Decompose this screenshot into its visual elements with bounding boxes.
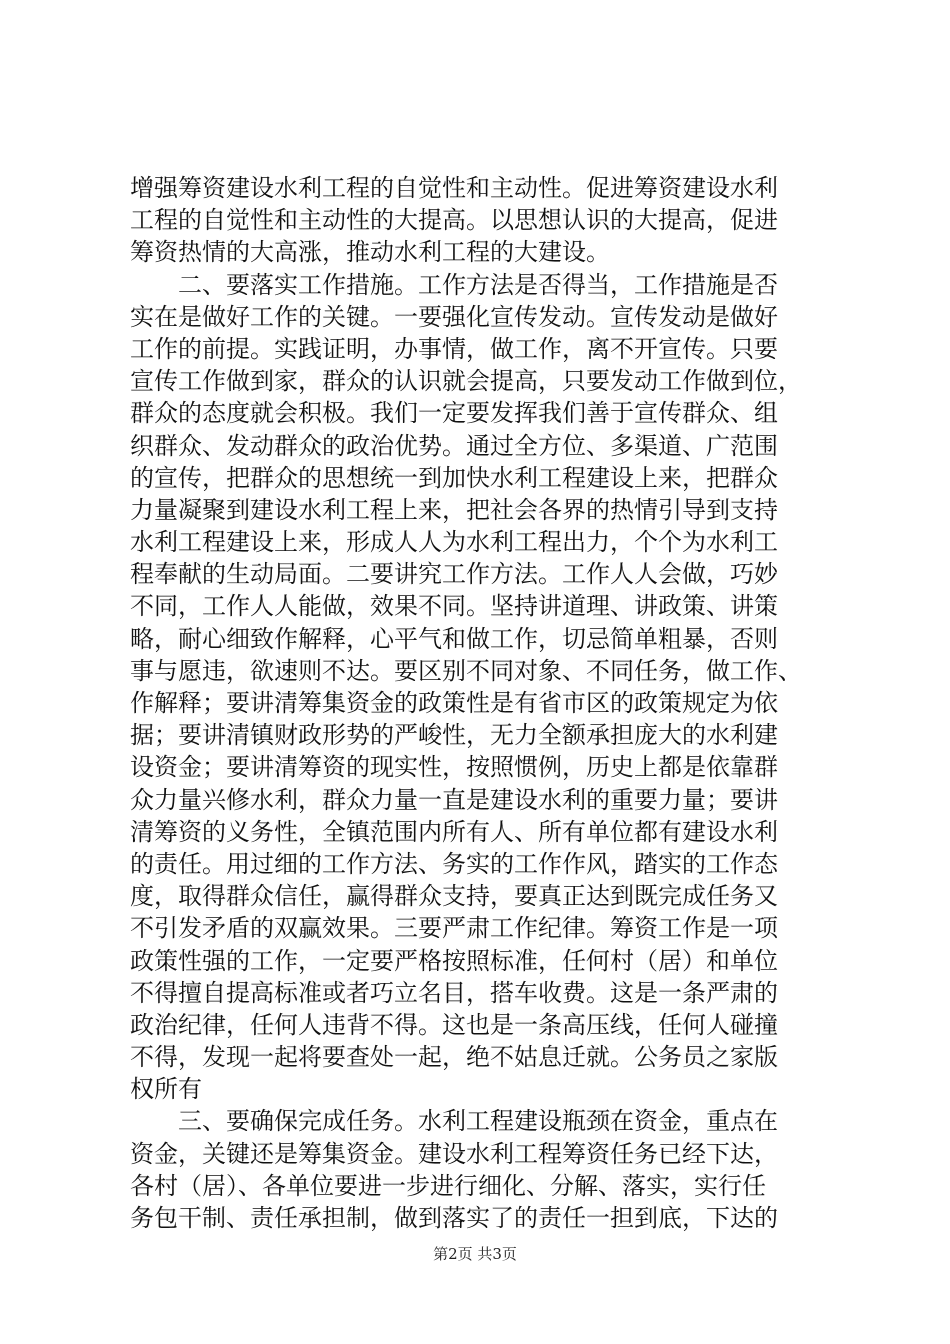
text-line: 工程的自觉性和主动性的大提高。以思想认识的大提高，促进 — [130, 206, 778, 235]
text-line: 清筹资的义务性，全镇范围内所有人、所有单位都有建设水利 — [130, 817, 778, 846]
text-line: 众力量兴修水利，群众力量一直是建设水利的重要力量；要讲 — [130, 785, 778, 814]
section-two-heading-line: 二、要落实工作措施。工作方法是否得当，工作措施是否 — [178, 270, 778, 299]
text-line: 权所有 — [130, 1075, 202, 1104]
page-number-footer: 第2页 共3页 — [433, 1245, 517, 1263]
text-line: 筹资热情的大高涨，推动水利工程的大建设。 — [130, 238, 610, 267]
text-line: 程奉献的生动局面。二要讲究工作方法。工作人人会做，巧妙 — [130, 560, 778, 589]
text-line: 设资金；要讲清筹资的现实性，按照惯例，历史上都是依靠群 — [130, 753, 778, 782]
text-line: 不得，发现一起将要查处一起，绝不姑息迁就。公务员之家版 — [130, 1043, 778, 1072]
text-line: 度，取得群众信任，赢得群众支持，要真正达到既完成任务又 — [130, 882, 778, 911]
text-line: 织群众、发动群众的政治优势。通过全方位、多渠道、广范围 — [130, 431, 778, 460]
text-line: 群众的态度就会积极。我们一定要发挥我们善于宣传群众、组 — [130, 399, 778, 428]
text-line: 资金，关键还是筹集资金。建设水利工程筹资任务已经下达， — [130, 1139, 778, 1168]
text-line: 不得擅自提高标准或者巧立名目，搭车收费。这是一条严肃的 — [130, 978, 778, 1007]
text-line: 各村（居）、各单位要进一步进行细化、分解、落实，实行任 — [130, 1171, 766, 1200]
text-line: 政治纪律，任何人违背不得。这也是一条高压线，任何人碰撞 — [130, 1010, 778, 1039]
text-line: 务包干制、责任承担制，做到落实了的责任一担到底，下达的 — [130, 1204, 778, 1232]
text-line: 宣传工作做到家，群众的认识就会提高，只要发动工作做到位， — [130, 367, 802, 396]
text-line: 的责任。用过细的工作方法、务实的工作作风，踏实的工作态 — [130, 849, 778, 878]
text-line: 据；要讲清镇财政形势的严峻性，无力全额承担庞大的水利建 — [130, 721, 778, 750]
text-line: 略，耐心细致作解释，心平气和做工作，切忌简单粗暴，否则 — [130, 624, 778, 653]
text-line: 作解释；要讲清筹集资金的政策性是有省市区的政策规定为依 — [130, 689, 778, 717]
section-three-heading-line: 三、要确保完成任务。水利工程建设瓶颈在资金，重点在 — [178, 1107, 778, 1136]
text-line: 工作的前提。实践证明，办事情，做工作，离不开宣传。只要 — [130, 334, 778, 363]
text-line: 实在是做好工作的关键。一要强化宣传发动。宣传发动是做好 — [130, 302, 778, 331]
document-body — [130, 172, 830, 1234]
text-line: 力量凝聚到建设水利工程上来，把社会各界的热情引导到支持 — [130, 495, 778, 524]
text-line: 不引发矛盾的双赢效果。三要严肃工作纪律。筹资工作是一项 — [130, 914, 778, 943]
text-line: 水利工程建设上来，形成人人为水利工程出力，个个为水利工 — [130, 528, 778, 557]
text-line: 不同，工作人人能做，效果不同。坚持讲道理、讲政策、讲策 — [130, 592, 778, 621]
text-line: 的宣传，把群众的思想统一到加快水利工程建设上来，把群众 — [130, 463, 778, 492]
text-line: 增强筹资建设水利工程的自觉性和主动性。促进筹资建设水利 — [130, 174, 778, 202]
text-line: 政策性强的工作，一定要严格按照标准，任何村（居）和单位 — [130, 946, 778, 975]
text-line: 事与愿违，欲速则不达。要区别不同对象、不同任务，做工作、 — [130, 656, 802, 685]
